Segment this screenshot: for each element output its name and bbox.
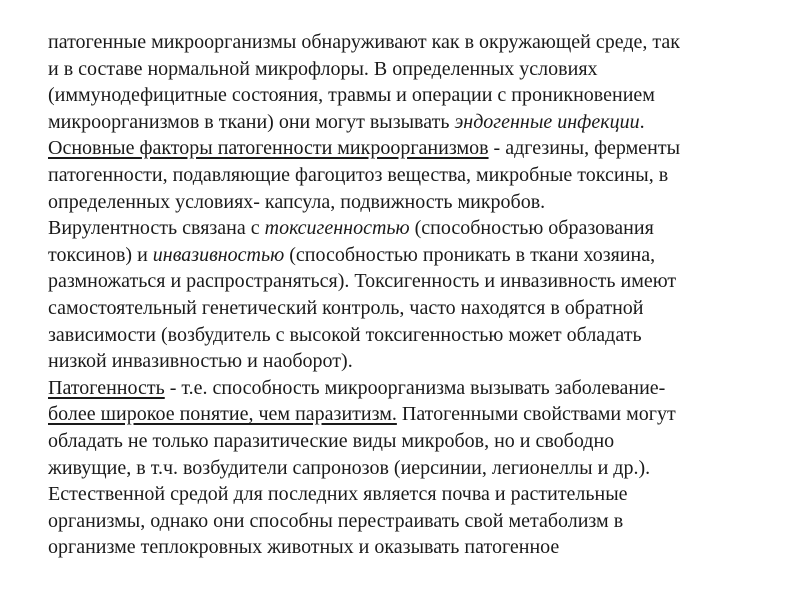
text-line: [48, 189, 788, 216]
text-segment: - адгезины, ферменты: [488, 137, 681, 160]
text-segment: Вирулентность связана с: [48, 217, 265, 240]
text-segment: (иммунодефицитные состояния, травмы и операции с проникновением: [48, 84, 655, 107]
body-text: [48, 29, 788, 561]
text-segment: определенных условиях- капсула, подвижность микробов.: [48, 190, 546, 213]
text-line: [48, 162, 788, 189]
text-segment: Патогенными свойствами могут: [396, 403, 676, 426]
text-line: [48, 322, 788, 349]
text-segment: Естественной средой для последних является почва и растительные: [48, 483, 628, 506]
text-line: [48, 29, 788, 56]
italic-term: эндогенные инфекции: [454, 110, 640, 133]
text-segment: патогенности, подавляющие фагоцитоз вещества, микробные токсины, в: [48, 163, 669, 186]
text-segment: самостоятельный генетический контроль, часто находятся в обратной: [48, 296, 644, 319]
text-line: [48, 375, 788, 402]
text-segment: зависимости (возбудитель с высокой токсигенностью может обладать: [48, 323, 642, 346]
text-segment: .: [639, 110, 645, 133]
text-line: [48, 534, 788, 561]
text-segment: организме теплокровных животных и оказывать патогенное: [48, 536, 560, 559]
text-segment: токсинов) и: [48, 243, 153, 266]
text-segment: низкой инвазивностью и наоборот).: [48, 350, 353, 373]
text-segment: организмы, однако они способны перестраивать свой метаболизм в: [48, 509, 624, 532]
text-line: [48, 135, 788, 162]
italic-term: токсигенностью: [264, 217, 410, 240]
underlined-heading: Основные факторы патогенности микроорганизмов: [48, 137, 489, 160]
text-line: [48, 481, 788, 508]
text-line: [48, 242, 788, 269]
text-segment: (способностью проникать в ткани хозяина,: [284, 243, 656, 266]
text-segment: живущие, в т.ч. возбудители сапронозов (иерсинии, легионеллы и др.).: [48, 456, 651, 479]
text-line: [48, 82, 788, 109]
text-segment: и в составе нормальной микрофлоры. В определенных условиях: [48, 57, 598, 80]
text-segment: патогенные микроорганизмы обнаруживают как в окружающей среде, так: [48, 31, 680, 53]
text-line: [48, 215, 788, 242]
text-line: [48, 455, 788, 482]
text-line: [48, 295, 788, 322]
text-line: [48, 56, 788, 83]
text-segment: микроорганизмов в ткани) они могут вызывать: [48, 110, 455, 133]
text-line: [48, 428, 788, 455]
text-segment: обладать не только паразитические виды микробов, но и свободно: [48, 429, 615, 452]
underlined-heading: более широкое понятие, чем паразитизм.: [48, 403, 397, 426]
text-segment: размножаться и распространяться). Токсигенность и инвазивность имеют: [48, 270, 677, 293]
text-segment: - т.е. способность микроорганизма вызывать заболевание-: [164, 376, 666, 399]
text-line: [48, 508, 788, 535]
text-line: [48, 348, 788, 375]
text-line: [48, 401, 788, 428]
text-line: [48, 268, 788, 295]
text-segment: (способностью образования: [409, 217, 654, 240]
italic-term: инвазивностью: [152, 243, 285, 266]
underlined-heading: Патогенность: [48, 376, 165, 399]
text-line: [48, 109, 788, 136]
